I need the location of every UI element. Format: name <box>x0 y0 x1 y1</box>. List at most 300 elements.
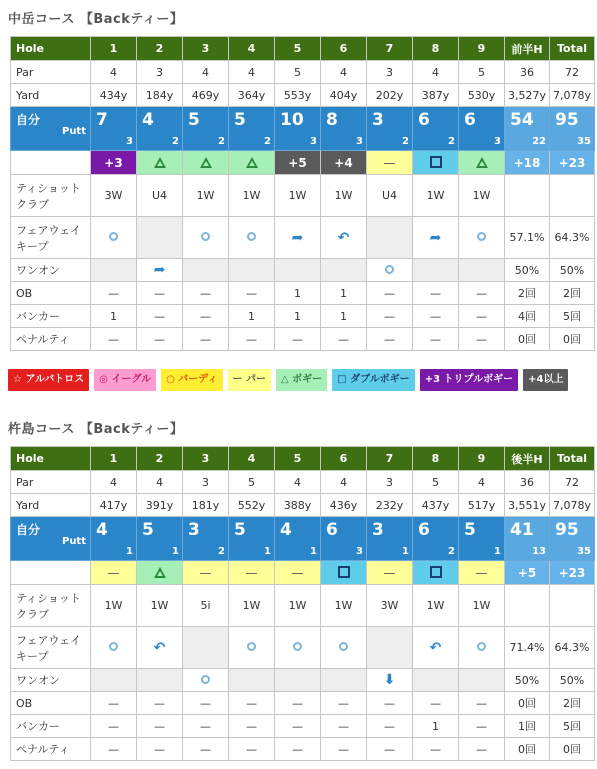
yard-label: Yard <box>11 84 91 107</box>
stroke-count: 4 <box>280 520 292 540</box>
bunker-cell: 1 <box>321 305 367 328</box>
stroke-count: 5 <box>464 520 476 540</box>
penalty-cell: — <box>91 738 137 761</box>
result-cell <box>137 151 183 175</box>
fairway-keep-cell <box>413 217 459 259</box>
tee-club-cell: 1W <box>137 585 183 627</box>
putt-count: 2 <box>218 136 225 147</box>
one-on-cell <box>459 259 505 282</box>
yard-cell: 364y <box>229 84 275 107</box>
score-cell <box>229 107 275 151</box>
square-icon <box>338 566 350 578</box>
stroke-count: 5 <box>188 110 200 130</box>
hole-number: 2 <box>137 447 183 471</box>
result-cell <box>367 151 413 175</box>
score-cell <box>275 107 321 151</box>
ob-label: OB <box>11 282 91 305</box>
bunker-cell: — <box>183 305 229 328</box>
putt-count: 1 <box>494 546 501 557</box>
yard-cell: 391y <box>137 494 183 517</box>
score-summary <box>550 517 595 561</box>
header-row <box>11 447 595 471</box>
square-icon <box>430 566 442 578</box>
one-on-cell <box>413 259 459 282</box>
triangle-icon <box>246 157 258 168</box>
penalty-half: 0回 <box>505 738 550 761</box>
par-total: 72 <box>550 61 595 84</box>
one-on-row <box>11 669 595 692</box>
one-on-cell <box>137 259 183 282</box>
triangle-icon <box>476 157 488 168</box>
result-total: +23 <box>550 151 595 175</box>
result-half: +18 <box>505 151 550 175</box>
ob-cell: — <box>275 692 321 715</box>
yard-cell: 517y <box>459 494 505 517</box>
stroke-sum: 95 <box>555 520 579 540</box>
ob-cell: — <box>91 282 137 305</box>
stroke-count: 4 <box>142 110 154 130</box>
par-label: Par <box>11 61 91 84</box>
yard-cell: 404y <box>321 84 367 107</box>
bunker-label: バンカー <box>11 715 91 738</box>
result-text: — <box>199 565 212 580</box>
stroke-count: 6 <box>418 520 430 540</box>
penalty-cell: — <box>321 328 367 351</box>
score-cell <box>91 517 137 561</box>
bunker-cell: 1 <box>275 305 321 328</box>
par-cell: 4 <box>321 471 367 494</box>
penalty-cell: — <box>321 738 367 761</box>
par-cell: 4 <box>183 61 229 84</box>
par-row <box>11 471 595 494</box>
tee-club-cell: U4 <box>137 175 183 217</box>
penalty-cell: — <box>137 328 183 351</box>
triangle-icon <box>154 157 166 168</box>
ob-cell: — <box>413 692 459 715</box>
ob-row <box>11 282 595 305</box>
result-label <box>11 151 91 175</box>
hole-label: Hole <box>11 447 91 471</box>
result-cell <box>459 561 505 585</box>
legend-plus4: +4以上 <box>523 369 568 391</box>
putt-count: 2 <box>402 136 409 147</box>
one-on-label: ワンオン <box>11 669 91 692</box>
putt-sum: 35 <box>577 546 591 557</box>
result-cell <box>275 151 321 175</box>
bunker-cell: 1 <box>413 715 459 738</box>
putt-count: 2 <box>448 136 455 147</box>
yard-cell: 202y <box>367 84 413 107</box>
penalty-cell: — <box>183 328 229 351</box>
arrow-right-up-icon: ➦ <box>153 262 166 278</box>
yard-cell: 388y <box>275 494 321 517</box>
one-on-cell <box>275 259 321 282</box>
penalty-cell: — <box>91 328 137 351</box>
hole-number: 8 <box>413 37 459 61</box>
bunker-half: 1回 <box>505 715 550 738</box>
par-cell: 5 <box>275 61 321 84</box>
stroke-count: 3 <box>188 520 200 540</box>
putt-sum: 13 <box>532 546 546 557</box>
yard-half: 3,527y <box>505 84 550 107</box>
legend-par: ー パー <box>228 369 271 391</box>
hole-number: 3 <box>183 447 229 471</box>
yard-cell: 437y <box>413 494 459 517</box>
one-on-cell <box>367 669 413 692</box>
stroke-count: 6 <box>418 110 430 130</box>
result-label <box>11 561 91 585</box>
one-on-cell <box>91 259 137 282</box>
result-text: — <box>383 565 396 580</box>
fairway-keep-cell <box>183 217 229 259</box>
penalty-cell: — <box>459 738 505 761</box>
hole-number: 5 <box>275 447 321 471</box>
ob-cell: 1 <box>275 282 321 305</box>
triangle-icon <box>200 157 212 168</box>
player-name: 自分 <box>16 523 41 537</box>
score-cell <box>367 517 413 561</box>
score-row <box>11 107 595 151</box>
legend-bogey: △ ボギー <box>276 369 327 391</box>
score-cell <box>183 517 229 561</box>
score-cell <box>275 517 321 561</box>
hole-number: 7 <box>367 37 413 61</box>
putt-sum: 22 <box>532 136 546 147</box>
bunker-cell: — <box>413 305 459 328</box>
bunker-half: 4回 <box>505 305 550 328</box>
result-cell <box>183 151 229 175</box>
legend-eagle: ◎ イーグル <box>94 369 156 391</box>
fairway-keep-half: 57.1% <box>505 217 550 259</box>
ob-row <box>11 692 595 715</box>
par-cell: 4 <box>413 61 459 84</box>
total-label: Total <box>550 37 595 61</box>
par-cell: 5 <box>229 471 275 494</box>
yard-cell: 387y <box>413 84 459 107</box>
penalty-row <box>11 738 595 761</box>
tee-club-cell: 1W <box>413 175 459 217</box>
one-on-cell <box>137 669 183 692</box>
one-on-total: 50% <box>550 669 595 692</box>
one-on-row <box>11 259 595 282</box>
score-cell <box>137 517 183 561</box>
yard-cell: 181y <box>183 494 229 517</box>
one-on-label: ワンオン <box>11 259 91 282</box>
bunker-cell: — <box>321 715 367 738</box>
fairway-keep-cell <box>91 217 137 259</box>
tee-club-label: ティショットクラブ <box>11 585 91 627</box>
bunker-cell: — <box>183 715 229 738</box>
tee-club-cell: 1W <box>229 175 275 217</box>
penalty-cell: — <box>367 328 413 351</box>
course-title-2: 杵島コース 【Backティー】 <box>8 422 184 437</box>
putt-count: 1 <box>402 546 409 557</box>
score-cell <box>367 107 413 151</box>
one-on-cell <box>229 669 275 692</box>
hole-number: 9 <box>459 447 505 471</box>
result-cell <box>413 151 459 175</box>
result-text: +4 <box>334 155 353 170</box>
stroke-count: 6 <box>464 110 476 130</box>
par-label: Par <box>11 471 91 494</box>
par-cell: 3 <box>183 471 229 494</box>
putt-count: 1 <box>126 546 133 557</box>
result-cell <box>413 561 459 585</box>
one-on-total: 50% <box>550 259 595 282</box>
ring-icon <box>339 642 348 651</box>
ob-cell: — <box>229 282 275 305</box>
par-half: 36 <box>505 471 550 494</box>
bunker-cell: — <box>137 305 183 328</box>
yard-cell: 552y <box>229 494 275 517</box>
ob-cell: — <box>367 282 413 305</box>
bunker-cell: — <box>367 715 413 738</box>
ring-icon <box>109 232 118 241</box>
ob-half: 0回 <box>505 692 550 715</box>
ring-icon <box>109 642 118 651</box>
yard-row <box>11 84 595 107</box>
score-cell <box>321 107 367 151</box>
fairway-keep-total: 64.3% <box>550 217 595 259</box>
yard-total: 7,078y <box>550 494 595 517</box>
bunker-cell: — <box>367 305 413 328</box>
hole-number: 5 <box>275 37 321 61</box>
one-on-cell <box>183 259 229 282</box>
result-row <box>11 561 595 585</box>
tee-club-cell: 1W <box>321 585 367 627</box>
stroke-count: 5 <box>234 520 246 540</box>
par-cell: 4 <box>91 471 137 494</box>
bunker-row <box>11 305 595 328</box>
tee-club-cell: 3W <box>91 175 137 217</box>
stroke-sum: 54 <box>510 110 534 130</box>
ring-icon <box>201 232 210 241</box>
tee-club-row <box>11 585 595 627</box>
triangle-icon <box>154 567 166 578</box>
tee-club-cell: 1W <box>459 585 505 627</box>
score-cell <box>459 517 505 561</box>
hole-number: 4 <box>229 37 275 61</box>
course-title-1: 中岳コース 【Backティー】 <box>8 12 184 27</box>
ob-cell: — <box>459 692 505 715</box>
one-on-half: 50% <box>505 669 550 692</box>
one-on-cell <box>413 669 459 692</box>
result-cell <box>275 561 321 585</box>
putt-count: 2 <box>264 136 271 147</box>
tee-club-cell: U4 <box>367 175 413 217</box>
putt-count: 3 <box>356 136 363 147</box>
ring-icon <box>247 232 256 241</box>
penalty-cell: — <box>367 738 413 761</box>
one-on-cell <box>229 259 275 282</box>
tee-club-cell: 1W <box>459 175 505 217</box>
stroke-count: 10 <box>280 110 304 130</box>
result-cell <box>229 151 275 175</box>
yard-label: Yard <box>11 494 91 517</box>
tee-club-cell: 1W <box>413 585 459 627</box>
square-icon <box>430 156 442 168</box>
result-cell <box>459 151 505 175</box>
ring-icon <box>293 642 302 651</box>
legend-birdie: ○ バーディ <box>161 369 222 391</box>
score-cell <box>183 107 229 151</box>
yard-total: 7,078y <box>550 84 595 107</box>
fairway-keep-cell <box>321 217 367 259</box>
stroke-count: 7 <box>96 110 108 130</box>
hole-number: 1 <box>91 447 137 471</box>
hole-number: 1 <box>91 37 137 61</box>
yard-cell: 184y <box>137 84 183 107</box>
yard-cell: 553y <box>275 84 321 107</box>
tee-club-total <box>550 175 595 217</box>
bunker-cell: — <box>137 715 183 738</box>
penalty-cell: — <box>459 328 505 351</box>
result-text: — <box>107 565 120 580</box>
result-cell <box>229 561 275 585</box>
result-cell <box>321 151 367 175</box>
tee-club-cell: 1W <box>275 585 321 627</box>
total-label: Total <box>550 447 595 471</box>
hole-number: 9 <box>459 37 505 61</box>
putt-count: 2 <box>448 546 455 557</box>
fairway-keep-cell <box>229 627 275 669</box>
result-text: +3 <box>104 155 123 170</box>
score-cell <box>137 107 183 151</box>
result-cell <box>183 561 229 585</box>
hole-label: Hole <box>11 37 91 61</box>
par-cell: 4 <box>91 61 137 84</box>
arrow-right-up-icon: ➦ <box>429 229 442 246</box>
tee-club-cell: 1W <box>275 175 321 217</box>
fairway-keep-cell <box>91 627 137 669</box>
putt-count: 1 <box>172 546 179 557</box>
one-on-half: 50% <box>505 259 550 282</box>
bunker-cell: — <box>459 715 505 738</box>
fairway-keep-cell <box>459 217 505 259</box>
bunker-total: 5回 <box>550 305 595 328</box>
stroke-count: 4 <box>96 520 108 540</box>
ob-cell: — <box>229 692 275 715</box>
par-row <box>11 61 595 84</box>
penalty-cell: — <box>183 738 229 761</box>
fairway-keep-cell <box>275 627 321 669</box>
one-on-cell <box>183 669 229 692</box>
par-cell: 4 <box>137 471 183 494</box>
one-on-cell <box>367 259 413 282</box>
penalty-row <box>11 328 595 351</box>
bunker-cell: — <box>459 305 505 328</box>
hole-number: 6 <box>321 447 367 471</box>
fairway-keep-cell <box>137 217 183 259</box>
score-summary <box>505 517 550 561</box>
fairway-keep-cell <box>367 627 413 669</box>
par-cell: 4 <box>321 61 367 84</box>
par-cell: 5 <box>459 61 505 84</box>
putt-count: 3 <box>356 546 363 557</box>
fairway-keep-label: フェアウェイキープ <box>11 627 91 669</box>
result-cell <box>91 561 137 585</box>
score-cell <box>321 517 367 561</box>
yard-cell: 417y <box>91 494 137 517</box>
penalty-cell: — <box>229 328 275 351</box>
one-on-cell <box>321 669 367 692</box>
tee-club-label: ティショットクラブ <box>11 175 91 217</box>
score-cell <box>229 517 275 561</box>
fairway-keep-cell <box>459 627 505 669</box>
putt-sum: 35 <box>577 136 591 147</box>
ob-cell: — <box>137 692 183 715</box>
ob-half: 2回 <box>505 282 550 305</box>
result-cell <box>321 561 367 585</box>
yard-cell: 232y <box>367 494 413 517</box>
par-cell: 4 <box>459 471 505 494</box>
stroke-count: 8 <box>326 110 338 130</box>
ob-cell: — <box>459 282 505 305</box>
yard-cell: 436y <box>321 494 367 517</box>
hole-number: 8 <box>413 447 459 471</box>
arrow-down-icon: ⬇ <box>383 672 396 688</box>
legend-albatross: ☆ アルバトロス <box>8 369 89 391</box>
putt-count: 1 <box>310 546 317 557</box>
score-cell <box>459 107 505 151</box>
putt-count: 2 <box>172 136 179 147</box>
legend-triple-bogey: +3 トリプルボギー <box>420 369 518 391</box>
tee-club-total <box>550 585 595 627</box>
one-on-cell <box>91 669 137 692</box>
score-row <box>11 517 595 561</box>
tee-club-cell: 1W <box>321 175 367 217</box>
ob-cell: — <box>321 692 367 715</box>
penalty-label: ペナルティ <box>11 328 91 351</box>
bunker-cell: — <box>229 715 275 738</box>
result-cell <box>137 561 183 585</box>
tee-club-cell: 5i <box>183 585 229 627</box>
result-cell <box>367 561 413 585</box>
stroke-count: 6 <box>326 520 338 540</box>
putt-count: 3 <box>126 136 133 147</box>
par-half: 36 <box>505 61 550 84</box>
stroke-count: 3 <box>372 110 384 130</box>
one-on-cell <box>275 669 321 692</box>
bunker-cell: 1 <box>91 305 137 328</box>
ob-cell: 1 <box>321 282 367 305</box>
yard-half: 3,551y <box>505 494 550 517</box>
penalty-cell: — <box>413 738 459 761</box>
penalty-cell: — <box>137 738 183 761</box>
fairway-keep-cell <box>321 627 367 669</box>
result-row <box>11 151 595 175</box>
arrow-left-back-icon: ↶ <box>337 229 350 246</box>
ring-icon <box>385 265 394 274</box>
fairway-keep-half: 71.4% <box>505 627 550 669</box>
penalty-half: 0回 <box>505 328 550 351</box>
ob-label: OB <box>11 692 91 715</box>
result-half: +5 <box>505 561 550 585</box>
ring-icon <box>247 642 256 651</box>
ob-cell: — <box>413 282 459 305</box>
scorecard-table-1 <box>10 36 595 351</box>
result-text: — <box>475 565 488 580</box>
stroke-sum: 41 <box>510 520 534 540</box>
score-legend <box>8 369 568 391</box>
stroke-count: 5 <box>234 110 246 130</box>
yard-cell: 434y <box>91 84 137 107</box>
bunker-total: 5回 <box>550 715 595 738</box>
ob-cell: — <box>137 282 183 305</box>
score-summary <box>550 107 595 151</box>
bunker-row <box>11 715 595 738</box>
ob-cell: — <box>367 692 413 715</box>
